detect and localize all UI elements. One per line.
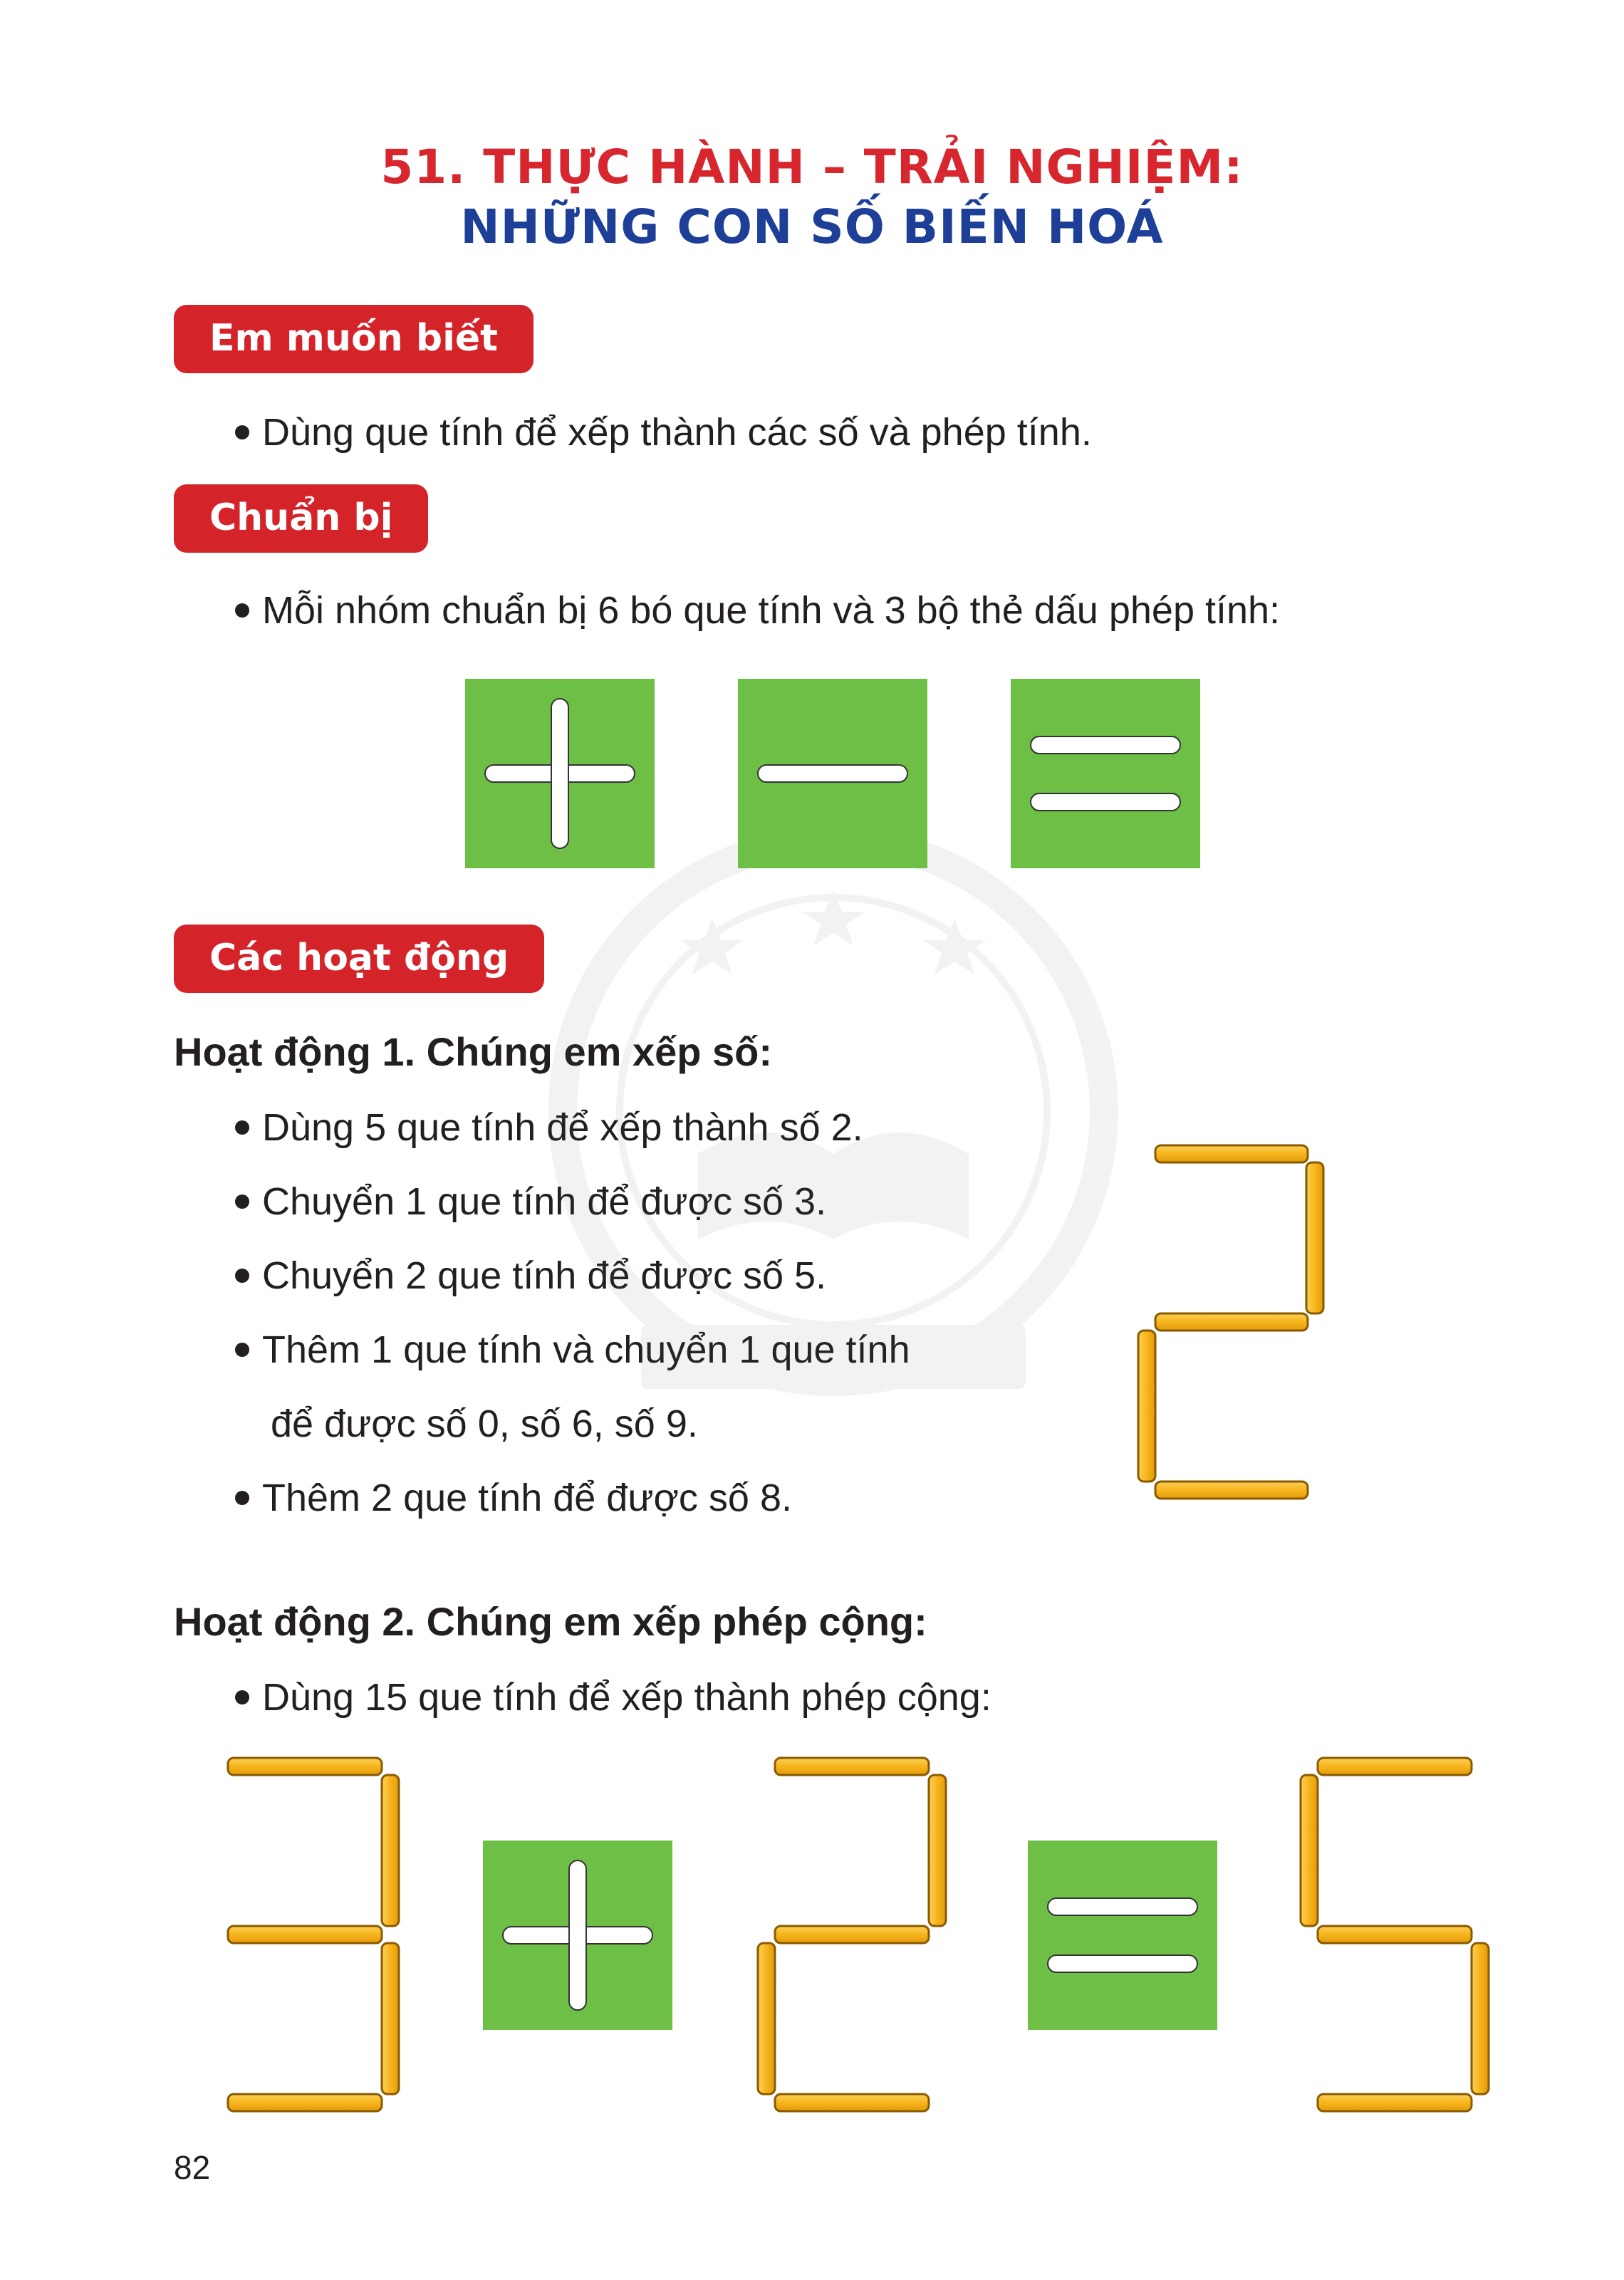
bullet-text: Dùng que tính để xếp thành các số và phép tính.	[262, 411, 1092, 454]
matchstick-digit-3	[228, 1758, 399, 2111]
page-number: 82	[174, 2149, 211, 2186]
bullet-text: Thêm 1 que tính và chuyển 1 que tính	[262, 1328, 910, 1371]
bullet-text: Thêm 2 que tính để được số 8.	[262, 1477, 792, 1519]
page-title-line1: 51. THỰC HÀNH – TRẢI NGHIỆM:	[380, 140, 1244, 194]
equation-plus-card	[483, 1841, 672, 2030]
page-title-line2: NHỮNG CON SỐ BIẾN HOÁ	[460, 199, 1164, 254]
equation-equals-card	[1028, 1841, 1217, 2030]
section-label-prepare: Chuẩn bị	[174, 484, 428, 553]
matchstick-digit-2-equation	[758, 1758, 946, 2111]
minus-card	[738, 679, 927, 868]
bullet-text: Chuyển 1 que tính để được số 3.	[262, 1180, 827, 1223]
bullet-text: Chuyển 2 que tính để được số 5.	[262, 1254, 827, 1297]
equals-card	[1011, 679, 1200, 868]
activity2-heading: Hoạt động 2. Chúng em xếp phép cộng:	[174, 1599, 927, 1644]
section-label-want-to-know: Em muốn biết	[174, 305, 533, 373]
matchstick-digit-5	[1301, 1758, 1489, 2111]
bullet-text: Mỗi nhóm chuẩn bị 6 bó que tính và 3 bộ thẻ dấu phép tính:	[262, 589, 1281, 632]
activity1-bullet-4-continuation: để được số 0, số 6, số 9.	[271, 1402, 698, 1445]
activity1-heading: Hoạt động 1. Chúng em xếp số:	[174, 1029, 773, 1074]
section-label-activities: Các hoạt động	[174, 925, 544, 993]
bullet-text: Dùng 5 que tính để xếp thành số 2.	[262, 1106, 863, 1149]
bullet-text: Dùng 15 que tính để xếp thành phép cộng:	[262, 1676, 991, 1719]
plus-card	[465, 679, 655, 868]
watermark-emblem	[563, 840, 1104, 1389]
matchstick-digit-2	[1138, 1145, 1323, 1499]
